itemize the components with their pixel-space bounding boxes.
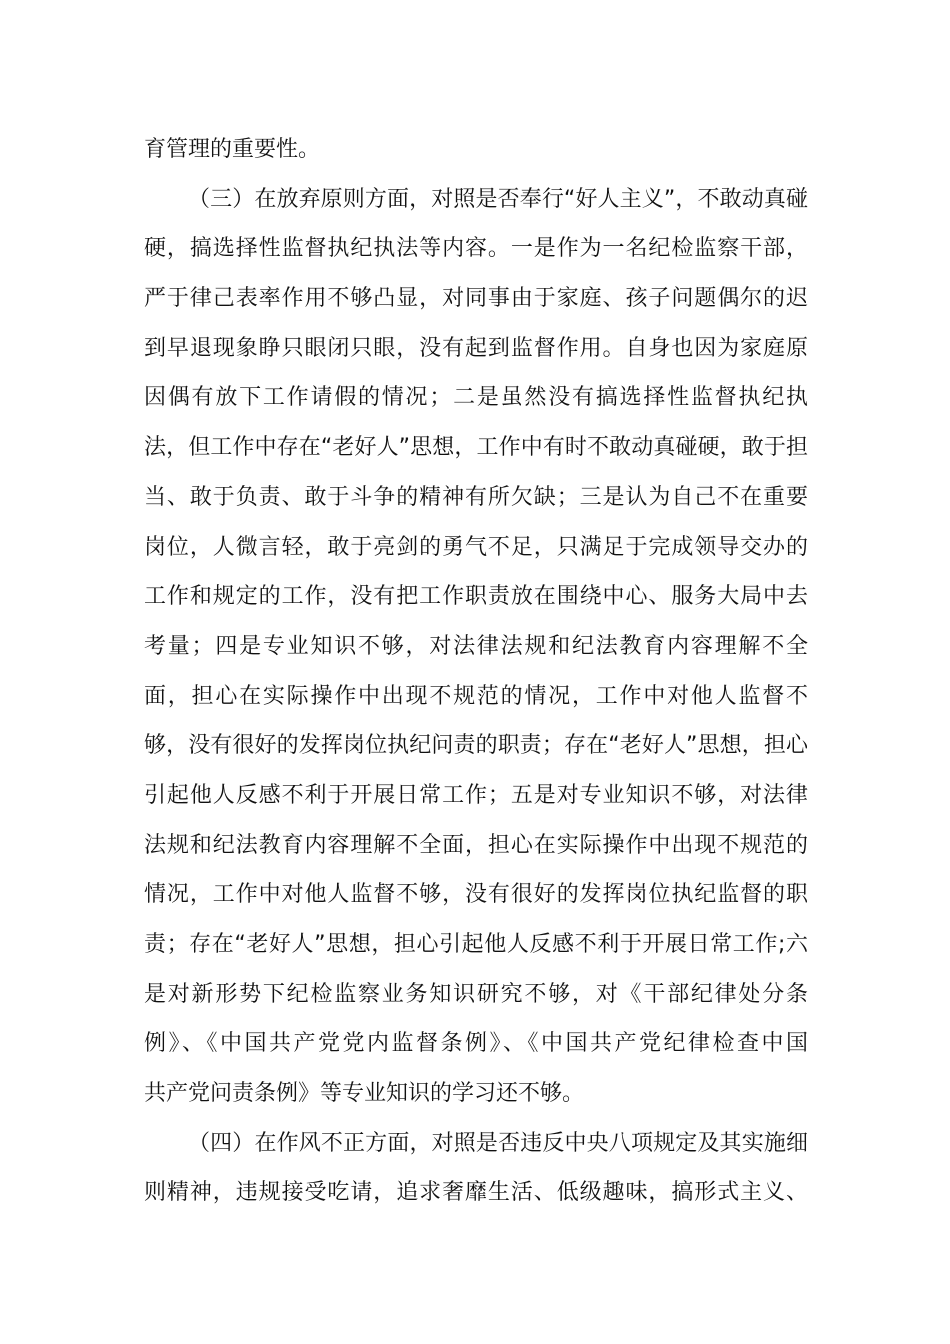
text-line: 严于律己表率作用不够凸显，对同事由于家庭、孩子问题偶尔的迟 xyxy=(144,286,808,312)
text-line: 法规和纪法教育内容理解不全面，担心在实际操作中出现不规范的 xyxy=(144,832,808,858)
text-line: 面，担心在实际操作中出现不规范的情况，工作中对他人监督不 xyxy=(144,683,808,709)
text-line: 岗位，人微言轻，敢于亮剑的勇气不足，只满足于完成领导交办的 xyxy=(144,534,808,560)
text-line: 责；存在“老好人”思想，担心引起他人反感不利于开展日常工作;六 xyxy=(144,932,808,957)
text-line: 够，没有很好的发挥岗位执纪问责的职责；存在“老好人”思想，担心 xyxy=(144,733,808,759)
text-line: 例》、《中国共产党党内监督条例》、《中国共产党纪律检查中国 xyxy=(144,1031,808,1057)
body-text xyxy=(144,125,808,1218)
paragraph-heading-line: （三）在放弃原则方面，对照是否奉行“好人主义”，不敢动真碰 xyxy=(188,186,808,212)
text-line: 引起他人反感不利于开展日常工作；五是对专业知识不够，对法律 xyxy=(144,782,808,808)
text-line: 硬，搞选择性监督执纪执法等内容。一是作为一名纪检监察干部， xyxy=(144,236,808,262)
text-line: 是对新形势下纪检监察业务知识研究不够，对《干部纪律处分条 xyxy=(144,981,808,1007)
paragraph-heading-line: （四）在作风不正方面，对照是否违反中央八项规定及其实施细 xyxy=(188,1130,808,1156)
text-line: 因偶有放下工作请假的情况；二是虽然没有搞选择性监督执纪执 xyxy=(144,385,808,411)
text-line: 当、敢于负责、敢于斗争的精神有所欠缺；三是认为自己不在重要 xyxy=(144,484,808,510)
text-line: 考量；四是专业知识不够，对法律法规和纪法教育内容理解不全 xyxy=(144,633,808,659)
text-line: 工作和规定的工作，没有把工作职责放在围绕中心、服务大局中去 xyxy=(144,584,808,610)
text-line: 育管理的重要性。 xyxy=(144,137,321,162)
text-line: 情况，工作中对他人监督不够，没有很好的发挥岗位执纪监督的职 xyxy=(144,882,808,908)
text-line: 到早退现象睁只眼闭只眼，没有起到监督作用。自身也因为家庭原 xyxy=(144,335,808,361)
text-line: 共产党问责条例》等专业知识的学习还不够。 xyxy=(144,1081,585,1107)
text-line: 则精神，违规接受吃请，追求奢靡生活、低级趣味，搞形式主义、 xyxy=(144,1180,808,1206)
text-line: 法，但工作中存在“老好人”思想，工作中有时不敢动真碰硬，敢于担 xyxy=(144,435,808,461)
